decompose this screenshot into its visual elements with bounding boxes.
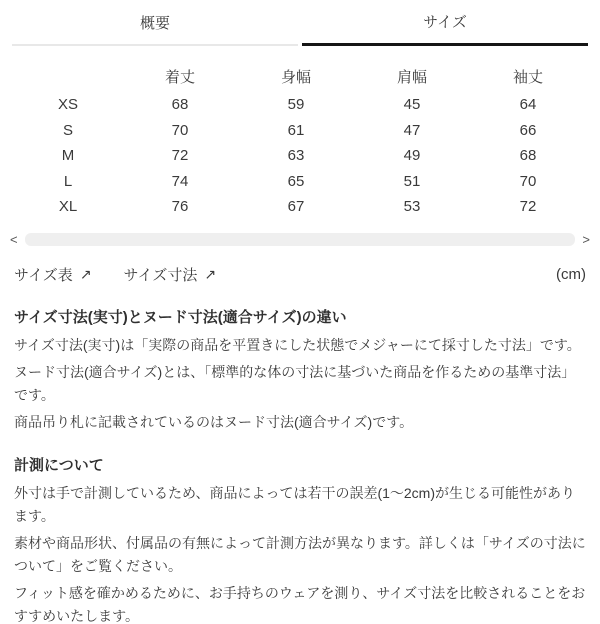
cell-m-body-width: 63: [287, 147, 305, 165]
cell-xs-sleeve-length: 64: [519, 96, 537, 114]
external-link-icon: ↗: [79, 266, 92, 282]
section-paragraph: 外寸は手で計測しているため、商品によっては若干の誤差(1〜2cm)が生じる可能性があります。: [14, 484, 575, 524]
section-heading: サイズ寸法(実寸)とヌード寸法(適合サイズ)の違い: [14, 308, 347, 326]
section-heading: 計測について: [14, 456, 104, 474]
tab-overview[interactable]: 概要: [12, 0, 298, 46]
tab-size[interactable]: サイズ: [302, 0, 588, 46]
cell-s-sleeve-length: 66: [519, 121, 537, 139]
section-size-dimension-difference: [14, 306, 586, 434]
scroll-right-icon[interactable]: >: [582, 232, 590, 247]
scrollbar-track[interactable]: [25, 233, 576, 246]
size-dimensions-link[interactable]: [124, 264, 217, 285]
horizontal-scrollbar: [8, 232, 592, 248]
cell-s-body-width: 61: [287, 121, 305, 139]
cell-xl-body-width: 67: [287, 198, 305, 216]
row-label-s: S: [62, 121, 73, 139]
table-corner-cell: [14, 60, 122, 92]
cell-xl-length: 76: [171, 198, 189, 216]
cell-xs-body-width: 59: [287, 96, 305, 114]
cell-m-shoulder-width: 49: [403, 147, 421, 165]
cell-l-body-width: 65: [287, 172, 305, 190]
section-paragraph: 素材や商品形状、付属品の有無によって計測方法が異なります。詳しくは「サイズの寸法について」をご覧ください。: [14, 534, 586, 574]
external-link-icon: ↗: [204, 266, 217, 282]
size-table: [14, 60, 586, 220]
size-dimensions-link-label: サイズ寸法: [123, 267, 198, 284]
cell-s-length: 70: [171, 121, 189, 139]
cell-m-length: 72: [171, 147, 189, 165]
size-chart-link[interactable]: [14, 264, 92, 285]
section-paragraph: サイズ寸法(実寸)は「実際の商品を平置きにした状態でメジャーにて採寸した寸法」です。: [14, 336, 581, 353]
column-header-length: 着丈: [164, 68, 195, 86]
cell-l-sleeve-length: 70: [519, 172, 537, 190]
cell-l-length: 74: [171, 172, 189, 190]
section-about-measurement: [14, 454, 586, 624]
unit-label: (cm): [556, 266, 586, 283]
section-paragraph: フィット感を確かめるために、お手持ちのウェアを測り、サイズ寸法を比較されることをおすすめいたします。: [14, 584, 586, 624]
row-label-xs: XS: [57, 96, 78, 114]
row-label-l: L: [63, 172, 73, 190]
cell-m-sleeve-length: 68: [519, 147, 537, 165]
cell-xl-shoulder-width: 53: [403, 198, 421, 216]
section-paragraph: 商品吊り札に記載されているのはヌード寸法(適合サイズ)です。: [14, 413, 414, 430]
column-header-shoulder-width: 肩幅: [396, 68, 427, 86]
section-paragraph: ヌード寸法(適合サイズ)とは、「標準的な体の寸法に基づいた商品を作るための基準寸法」です。: [14, 363, 576, 403]
size-chart-link-label: サイズ表: [14, 267, 73, 284]
links-row: [14, 264, 586, 286]
column-header-sleeve-length: 袖丈: [512, 68, 543, 86]
scroll-left-icon[interactable]: <: [10, 232, 18, 247]
tab-bar: [0, 0, 600, 46]
column-header-body-width: 身幅: [280, 68, 311, 86]
cell-xl-sleeve-length: 72: [519, 198, 537, 216]
cell-l-shoulder-width: 51: [403, 172, 421, 190]
cell-s-shoulder-width: 47: [403, 121, 421, 139]
cell-xs-shoulder-width: 45: [403, 96, 421, 114]
row-label-xl: XL: [58, 198, 78, 216]
cell-xs-length: 68: [171, 96, 189, 114]
row-label-m: M: [61, 147, 75, 165]
